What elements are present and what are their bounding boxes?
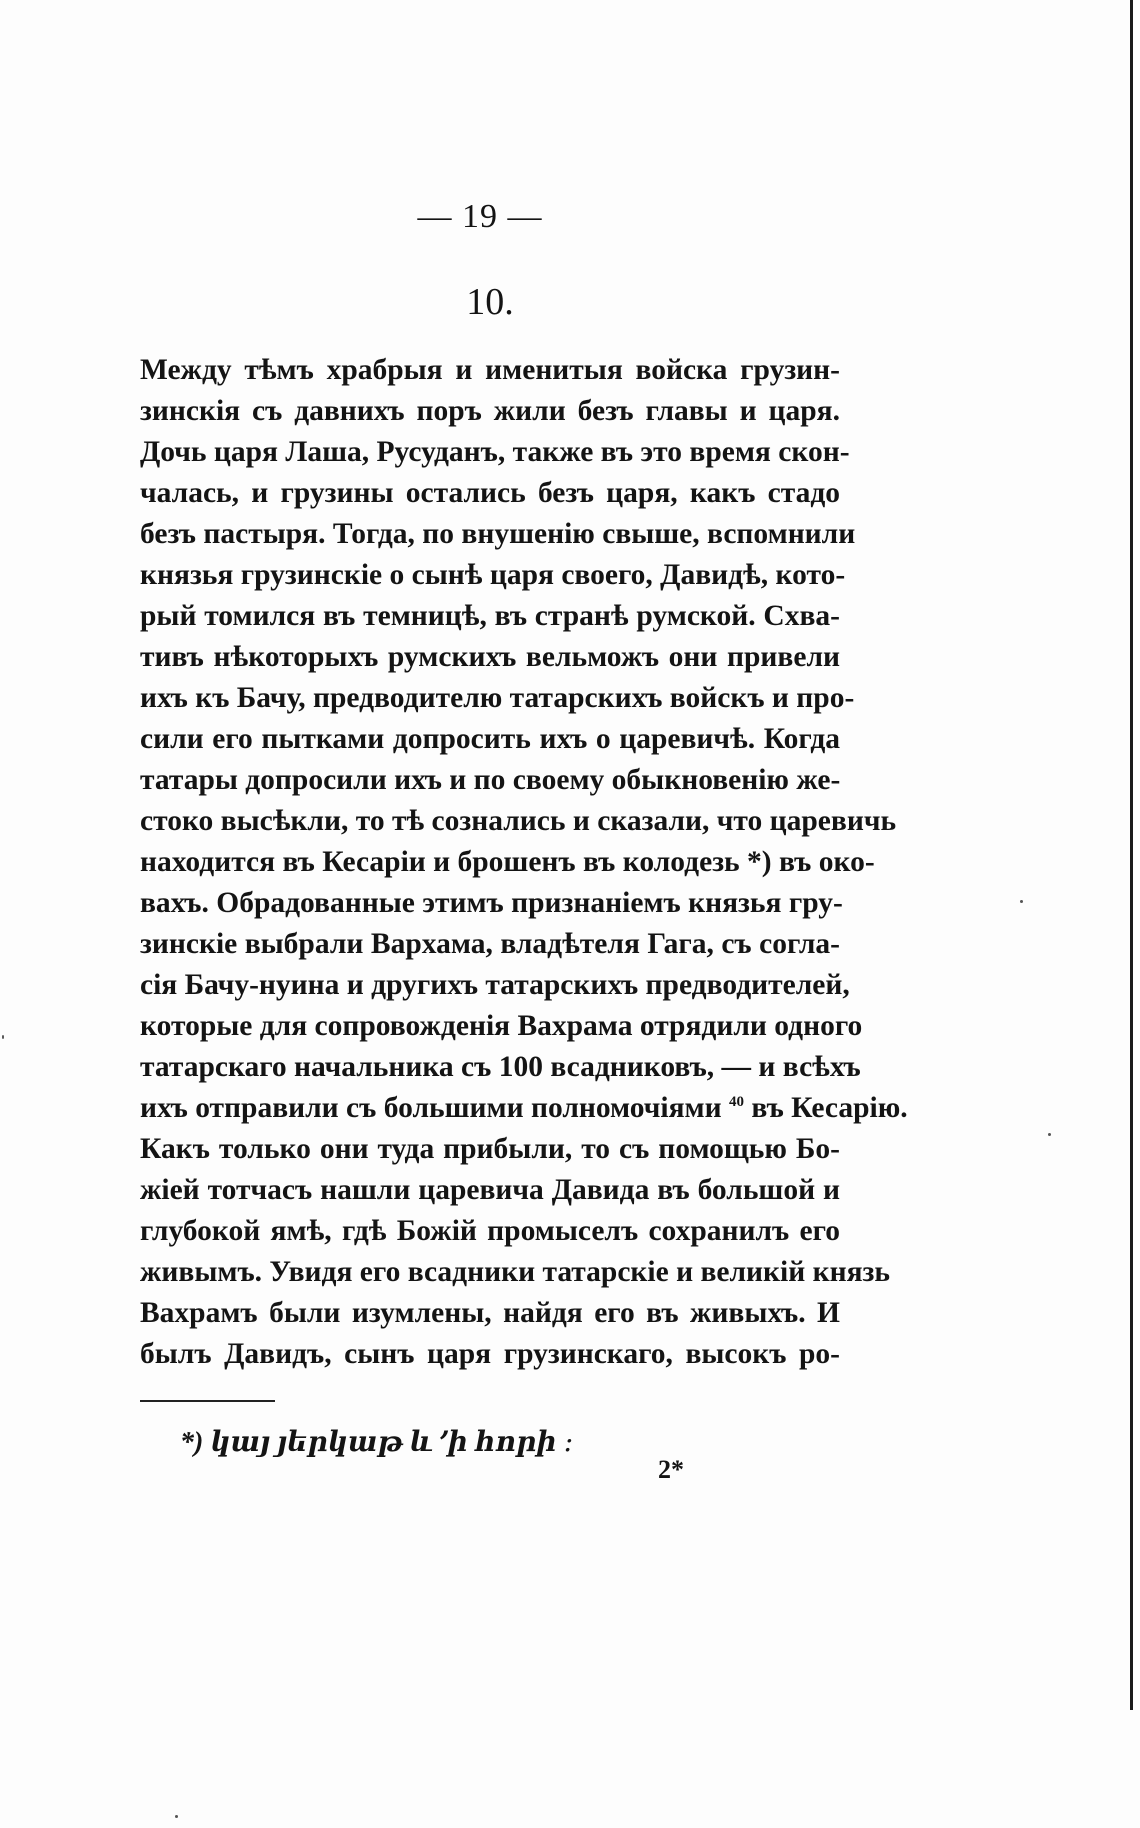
- scan-speck: [2, 1035, 4, 1039]
- text-line: ихъ къ Бачу, предводителю татарскихъ войскъ и про-: [140, 682, 855, 714]
- text-line: татарскаго начальника съ 100 всадниковъ, — и всѣхъ: [140, 1051, 861, 1083]
- text-line: Какъ только они туда прибыли, то съ помощью Бо-: [140, 1133, 840, 1165]
- text-line-tail: въ Кесарію.: [744, 1092, 908, 1124]
- text-line: стоко высѣкли, то тѣ сознались и сказали, что царевичь: [140, 805, 897, 837]
- footnote-divider: [140, 1400, 275, 1402]
- text-line: зинскіе выбрали Вархама, владѣтеля Гага, съ согла-: [140, 928, 840, 960]
- note-superscript: 40: [729, 1094, 745, 1111]
- text-line: сія Бачу-нуина и другихъ татарскихъ предводителей,: [140, 969, 850, 1001]
- text-line: рый томился въ темницѣ, въ странѣ румской. Схва-: [140, 600, 840, 632]
- scan-speck: [1048, 1133, 1051, 1136]
- text-line-with-note: [140, 1088, 908, 1129]
- scan-edge-line: [1130, 0, 1133, 1710]
- scan-speck: [1020, 900, 1023, 903]
- text-line: чалась, и грузины остались безъ царя, какъ стадо: [140, 477, 840, 509]
- text-line: жіей тотчасъ нашли царевича Давида въ большой и: [140, 1174, 840, 1206]
- text-line-main: ихъ отправили съ большими полномочіями: [140, 1092, 722, 1124]
- text-line: которые для сопровожденія Вахрама отрядили одного: [140, 1010, 863, 1042]
- text-line: безъ пастыря. Тогда, по внушенію свыше, вспомнили: [140, 518, 856, 550]
- signature-mark: 2*: [658, 1455, 684, 1484]
- body-text: [140, 350, 908, 1375]
- text-line: Вахрамъ были изумлены, найдя его въ живыхъ. И: [140, 1297, 840, 1329]
- text-line: тивъ нѣкоторыхъ румскихъ вельможъ они привели: [140, 641, 840, 673]
- scan-speck: [175, 1815, 178, 1818]
- page-number-header: — 19 —: [417, 198, 543, 235]
- section-number: 10.: [466, 281, 514, 323]
- text-line: вахъ. Обрадованные этимъ признаніемъ князья гру-: [140, 887, 843, 919]
- text-line: князья грузинскіе о сынѣ царя своего, Давидѣ, кото-: [140, 559, 846, 591]
- text-line: Между тѣмъ храбрыя и именитыя войска грузин-: [140, 354, 840, 386]
- text-line: живымъ. Увидя его всадники татарскіе и великій князь: [140, 1256, 890, 1288]
- text-line: зинскія съ давнихъ поръ жили безъ главы и царя.: [140, 395, 840, 427]
- footnote: *) կայ յերկաթ և ՚ի հորի ։: [180, 1427, 574, 1458]
- text-line: татары допросили ихъ и по своему обыкновенію же-: [140, 764, 841, 796]
- text-line: Дочь царя Лаша, Русуданъ, также въ это время скон-: [140, 436, 850, 468]
- text-line: былъ Давидъ, сынъ царя грузинскаго, высокъ ро-: [140, 1338, 840, 1370]
- text-line: глубокой ямѣ, гдѣ Божій промыселъ сохранилъ его: [140, 1215, 840, 1247]
- text-line: находится въ Кесаріи и брошенъ въ колодезь *) въ око-: [140, 846, 875, 878]
- text-line: сили его пытками допросить ихъ о царевичѣ. Когда: [140, 723, 840, 755]
